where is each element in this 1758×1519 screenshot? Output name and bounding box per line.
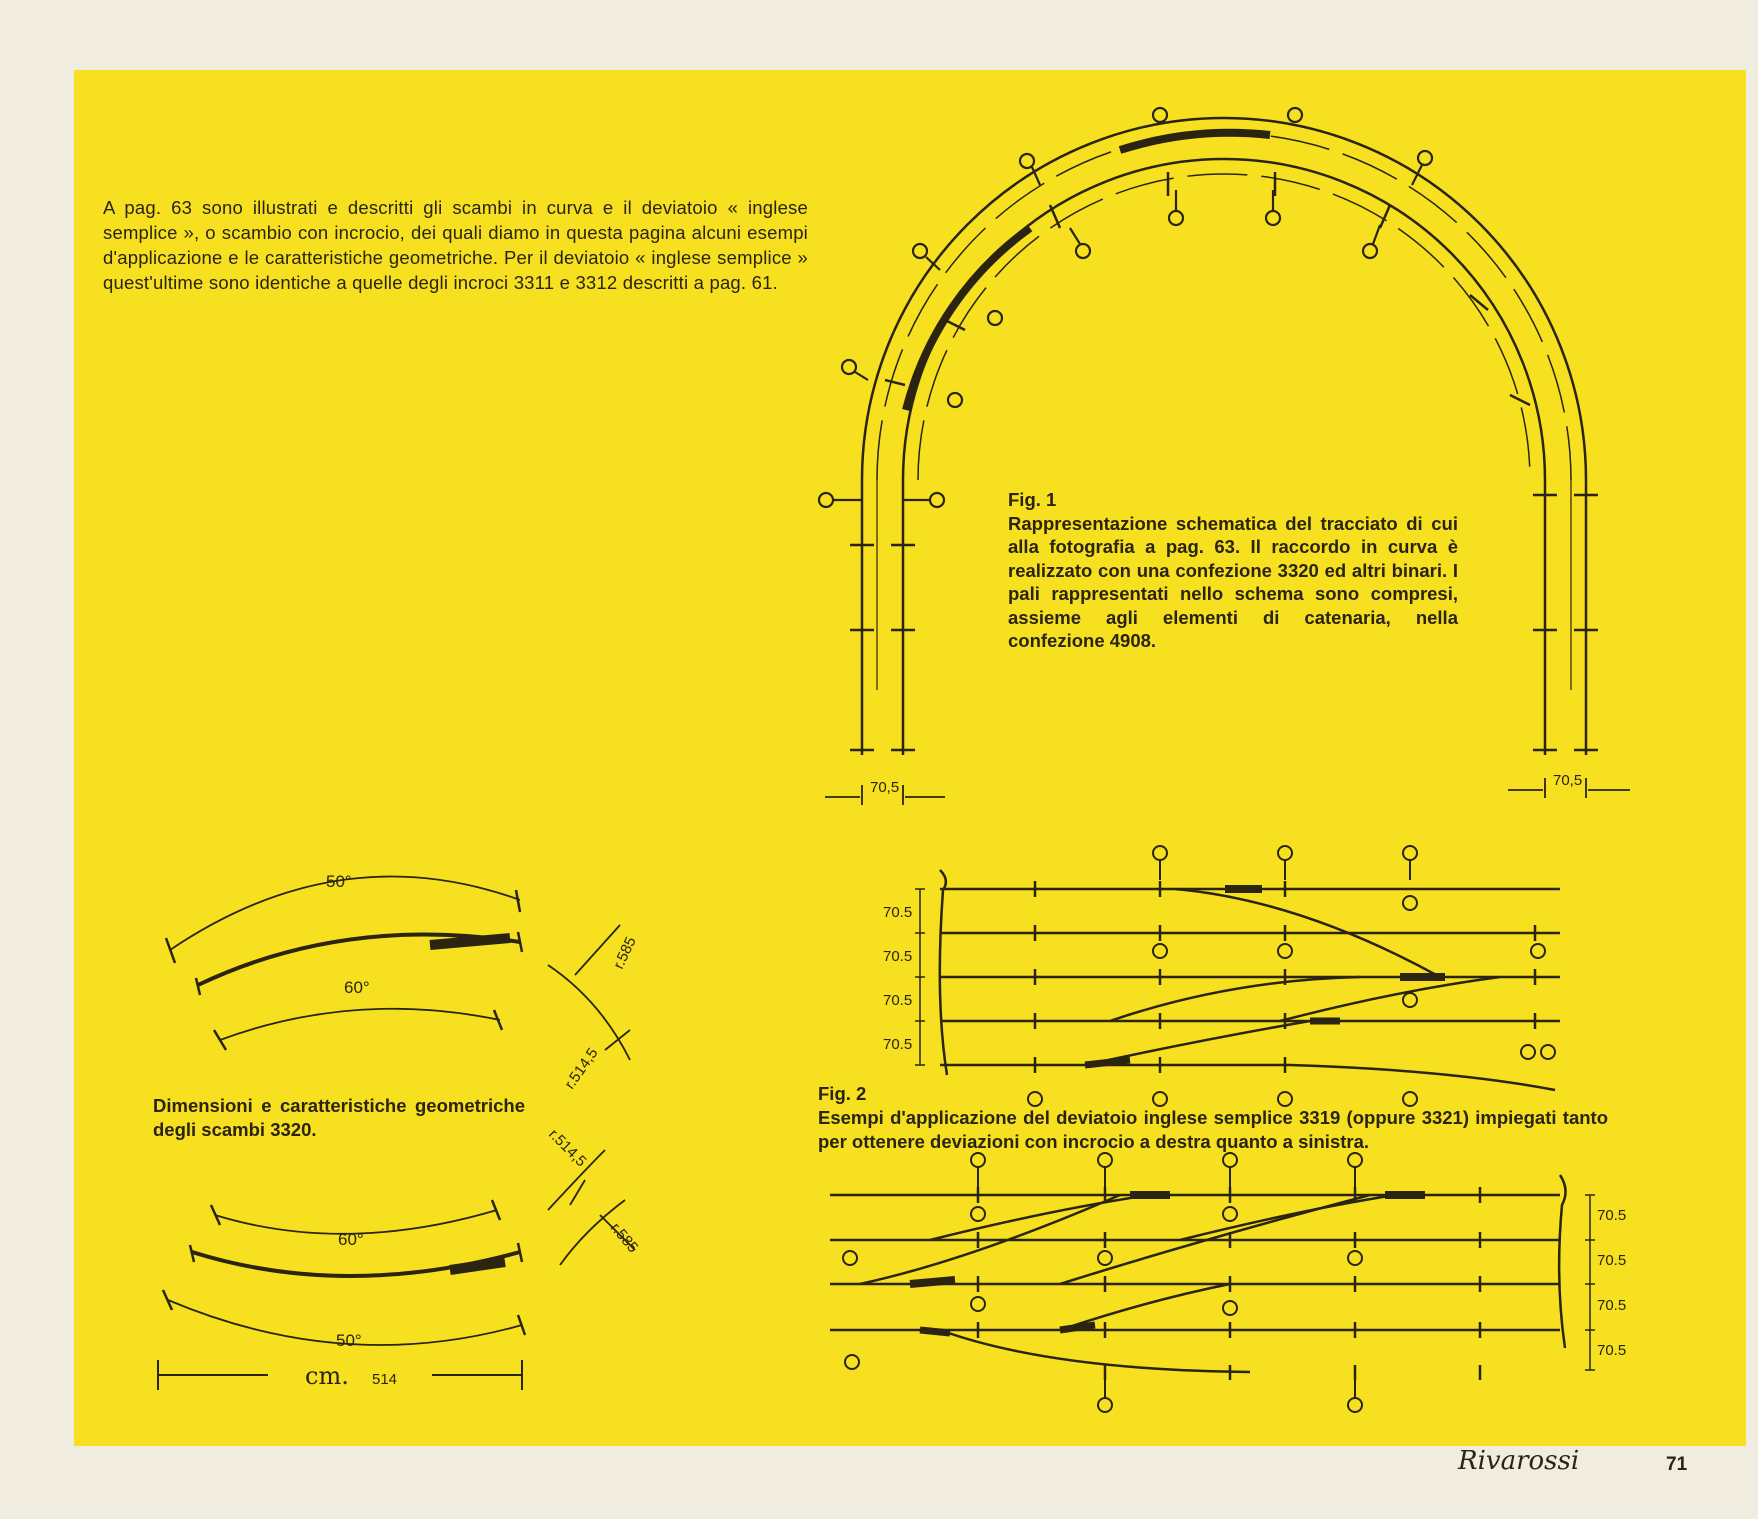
angle-bottom-outer: 50° [336,1331,362,1350]
fig1-caption-block [1008,488,1458,653]
fig2-title: Fig. 2 [818,1083,867,1104]
radius-arcs [548,925,635,1265]
angle-top-outer: 50° [326,872,352,891]
brand-logo: Rivarossi [1458,1446,1580,1476]
fig1-dim-right: 70,5 [1553,772,1583,789]
length-value: 514 [372,1371,398,1388]
fig2-top-spacing-1: 70.5 [883,904,913,921]
length-unit: cm. [305,1362,349,1390]
fig2-top-spacing-2: 70.5 [883,948,913,965]
geometry-caption: Dimensioni e caratteristiche geometriche degli scambi 3320. [153,1095,525,1140]
intro-paragraph: A pag. 63 sono illustrati e descritti gli scambi in curva e il deviatoio « inglese semplice », o scambio con incrocio, dei quali diamo in questa pagina alcuni esempi d'applicazione e le caratteristiche geometriche. Per il deviatoio « inglese semplice » quest'ultime sono identiche a quelle degli incroci 3311 e 3312 descritti a pag. 61. [103,197,808,293]
fig2-bottom-spacing-3: 70.5 [1597,1297,1627,1314]
page-number: 71 [1666,1454,1688,1475]
fig1-caption: Rappresentazione schematica del tracciato di cui alla fotografia a pag. 63. Il raccordo in curva è realizzato con una confezione 3320 ed altri binari. I pali rappresentati nello schema sono compresi, assieme agli elementi di catenaria, nella confezione 4908. [1008,512,1458,651]
fig2-bottom-tracks [830,1175,1566,1380]
fig2-top-spacing-3: 70.5 [883,992,913,1009]
radius-label-4: r.585 [606,1219,642,1257]
switch-geometry-top [166,877,522,1050]
fig1-title: Fig. 1 [1008,489,1057,510]
fig2-caption-block [818,1082,1608,1154]
fig2-top-spacing [915,889,925,1065]
fig2-top-spacing-4: 70.5 [883,1036,913,1053]
angle-bottom-inner: 60° [338,1230,364,1249]
fig2-top-tracks [940,870,1560,1090]
radius-label-2: r.514,5 [561,1044,602,1093]
angle-top-inner: 60° [344,978,370,997]
fig1-dim-left: 70,5 [870,779,900,796]
fig2-caption: Esempi d'applicazione del deviatoio inglese semplice 3319 (oppure 3321) impiegati tanto per ottenere deviazioni con incrocio a destra quanto a sinistra. [818,1107,1608,1152]
fig1-arch-track [850,118,1598,755]
fig2-bottom-spacing-2: 70.5 [1597,1252,1627,1269]
fig2-bottom-spacing-1: 70.5 [1597,1207,1627,1224]
fig2-bottom-spacing-4: 70.5 [1597,1342,1627,1359]
fig1-poles [819,108,1432,507]
fig1-dimensions [825,778,1630,805]
radius-label-1: r.585 [610,934,640,972]
fig2-bottom-spacing [1585,1195,1595,1370]
radius-label-3: r.514,5 [545,1125,590,1171]
